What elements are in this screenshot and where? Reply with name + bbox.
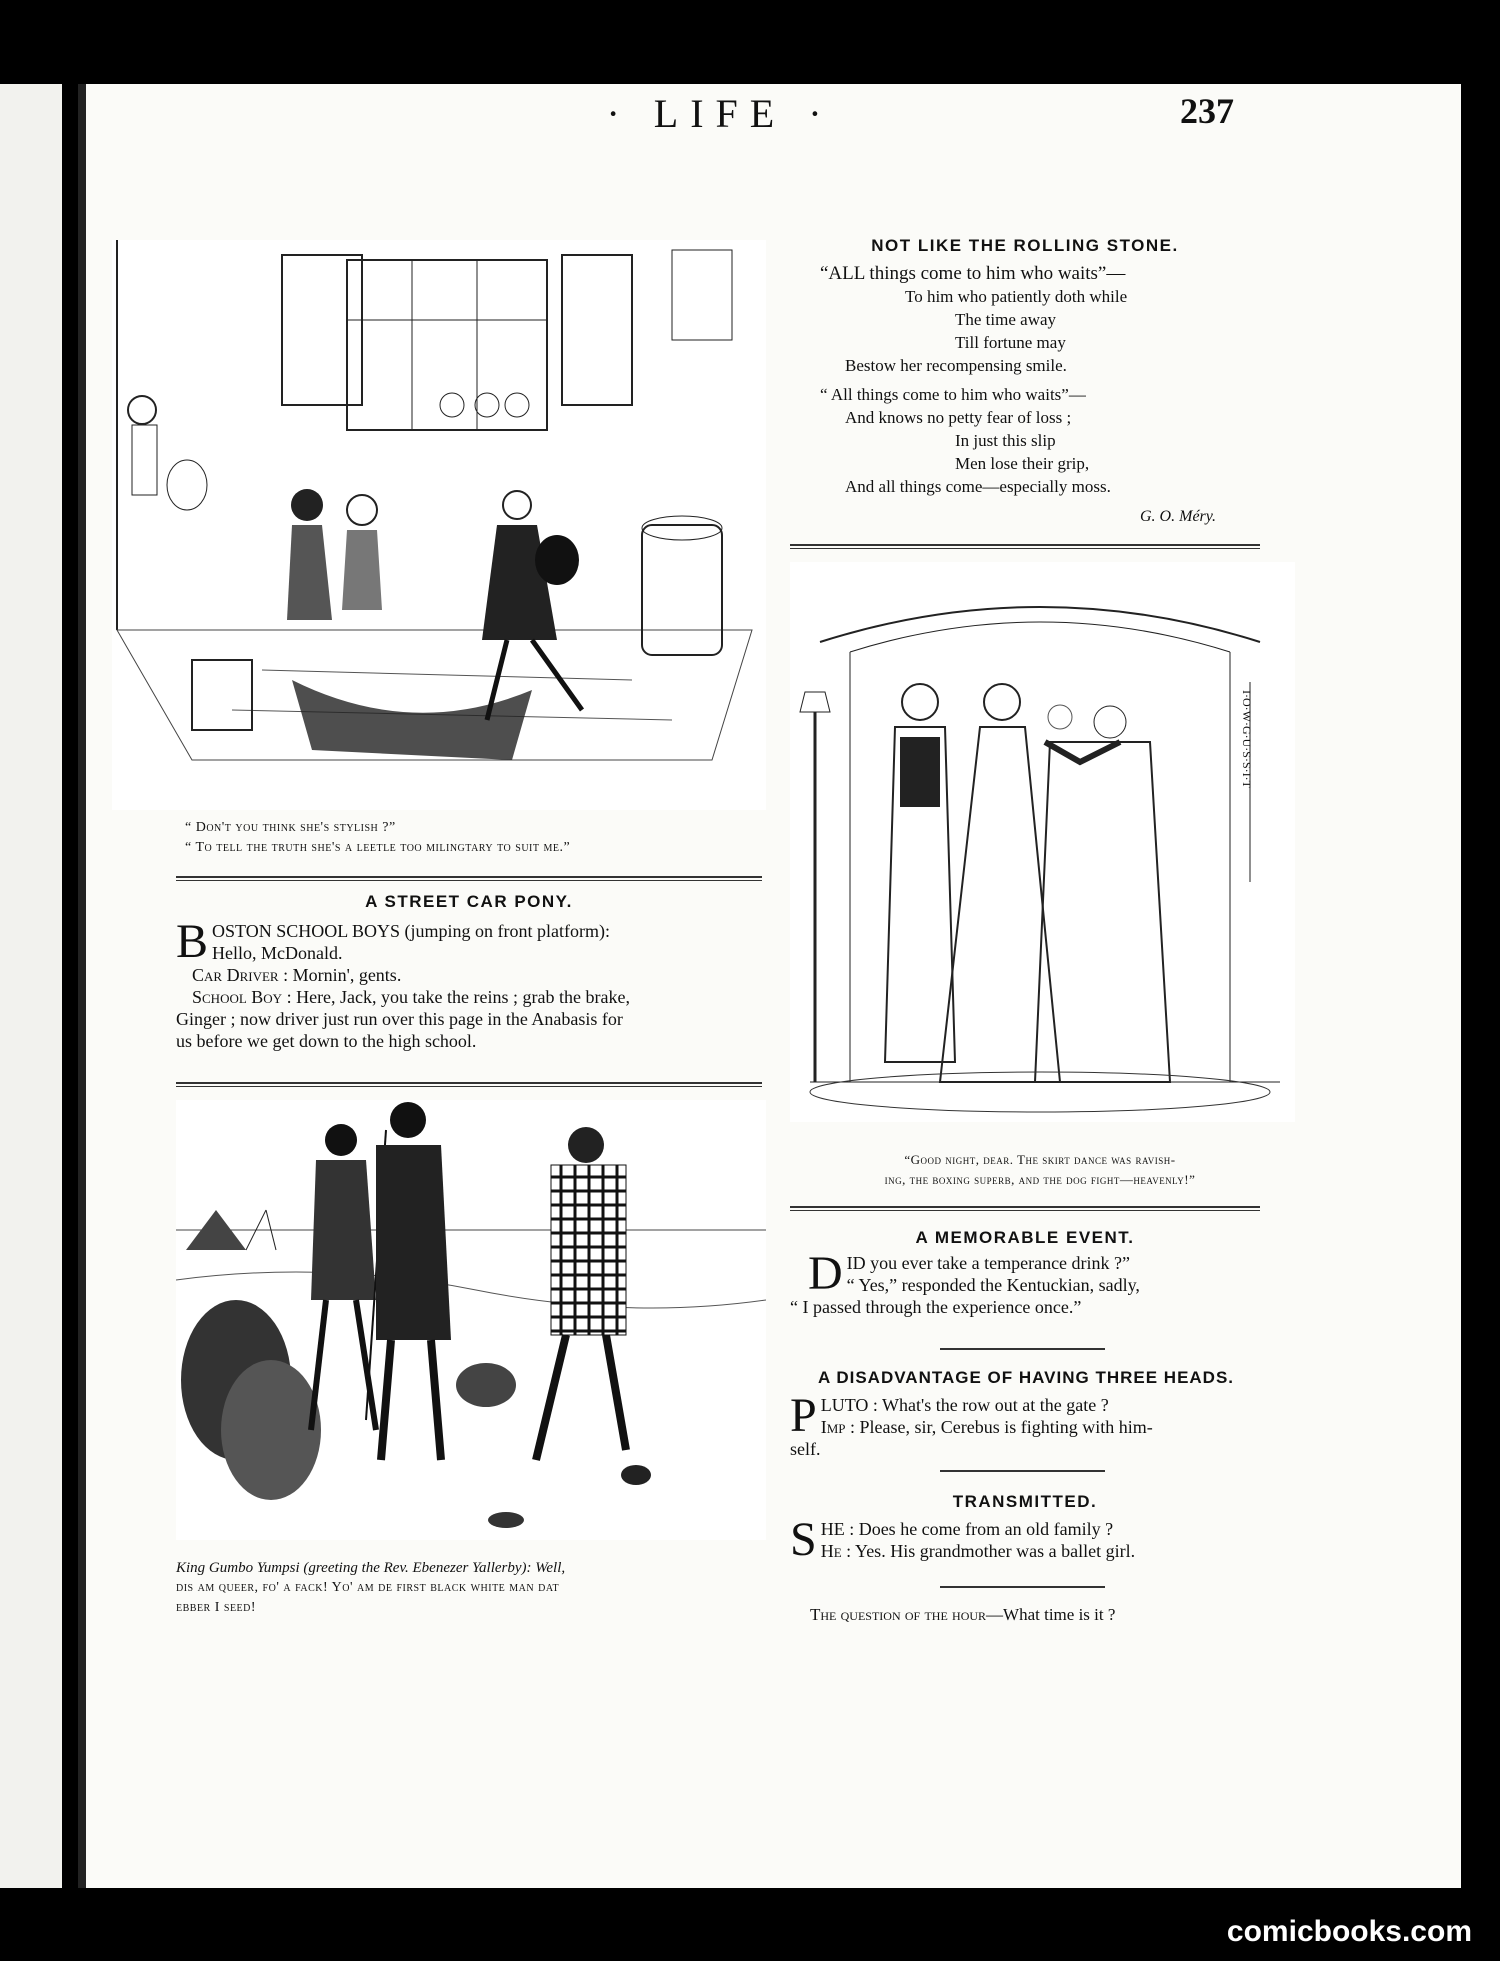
closing-label: The question of the hour [810, 1605, 987, 1624]
driver-line [176, 964, 766, 986]
king-gumbo-caption [176, 1558, 766, 1618]
boy-line [176, 986, 766, 1008]
masthead: · LIFE · [606, 91, 834, 136]
memorable-line-1: ID you ever take a temperance drink ?” [846, 1253, 1131, 1273]
site-watermark: comicbooks.com [1226, 1915, 1472, 1948]
street-car-line-5: Ginger ; now driver just run over this page in the Anabasis for [176, 1009, 623, 1029]
good-night-caption-1: “Good night, dear. The skirt dance was ravish- [904, 1152, 1176, 1167]
poem-line: “ALL things come to him who waits”— [820, 263, 1126, 284]
short-divider [940, 1586, 1105, 1588]
artist-signature: I·O·W·G·U·S·S·I·T [1240, 690, 1254, 788]
poem-body [820, 262, 1260, 498]
facing-page-edge [0, 84, 62, 1888]
street-car-pony-text [176, 915, 766, 1052]
poem-line: And knows no petty fear of loss ; [845, 408, 1072, 427]
short-divider [940, 1348, 1105, 1350]
street-car-line-6: us before we get down to the high school. [176, 1031, 477, 1051]
street-car-line-1: OSTON SCHOOL BOYS (jumping on front platform): [212, 921, 611, 941]
boy-text: Here, Jack, you take the reins ; grab the brake, [296, 987, 630, 1007]
section-divider [176, 876, 762, 881]
closing-line [810, 1604, 1280, 1626]
good-night-illustration [790, 562, 1295, 1122]
dropcap-s: S [790, 1513, 817, 1566]
transmitted-text [790, 1513, 1260, 1566]
poem-line: And all things come—especially moss. [845, 477, 1111, 496]
closing-text: —What time is it ? [986, 1605, 1116, 1624]
page-number: 237 [1180, 91, 1234, 131]
three-heads-line-1: LUTO : What's the row out at the gate ? [820, 1395, 1109, 1415]
dropcap-p: P [790, 1389, 817, 1442]
poem-title: NOT LIKE THE ROLLING STONE. [871, 236, 1179, 255]
poem-line: Till fortune may [955, 333, 1066, 352]
poem-line: In just this slip [955, 431, 1056, 450]
memorable-event-title: A MEMORABLE EVENT. [915, 1228, 1135, 1247]
section-divider [176, 1082, 762, 1087]
poem-line: “ All things come to him who waits”— [820, 385, 1086, 404]
imp-label: Imp : [820, 1417, 855, 1437]
cartoon-caption-2: “ To tell the truth she's a leetle too milingtary to suit me.” [185, 840, 571, 855]
short-divider [940, 1470, 1105, 1472]
street-scene-illustration [112, 240, 766, 810]
king-gumbo-caption-3: ebber I seed! [176, 1600, 257, 1615]
memorable-line-3: “ I passed through the experience once.” [790, 1297, 1082, 1317]
king-gumbo-caption-2: dis am queer, fo' a fack! Yo' am de first black white man dat [176, 1580, 560, 1595]
poem-line: To him who patiently doth while [905, 287, 1128, 306]
driver-label: Car Driver : [192, 965, 289, 985]
dropcap-b: B [176, 915, 209, 968]
poem-author: G. O. Méry. [1140, 508, 1216, 525]
driver-text: Mornin', gents. [292, 965, 402, 985]
boy-label: School Boy : [192, 987, 292, 1007]
imp-text: Please, sir, Cerebus is fighting with him- [859, 1417, 1153, 1437]
three-heads-text [790, 1389, 1260, 1460]
dropcap-d: D [808, 1247, 843, 1300]
street-car-pony-title: A STREET CAR PONY. [365, 892, 573, 911]
section-divider [790, 1206, 1260, 1211]
imp-line [790, 1416, 1260, 1438]
transmitted-line-1: HE : Does he come from an old family ? [820, 1519, 1114, 1539]
memorable-line-2: “ Yes,” responded the Kentuckian, sadly, [846, 1275, 1140, 1295]
cartoon-caption-1: “ Don't you think she's stylish ?” [185, 820, 396, 835]
king-gumbo-caption-1: King Gumbo Yumpsi (greeting the Rev. Ebenezer Yallerby): Well, [176, 1560, 566, 1576]
king-gumbo-illustration [176, 1100, 766, 1540]
street-car-line-2: Hello, McDonald. [212, 943, 343, 963]
poem-line: Men lose their grip, [955, 454, 1090, 473]
he-line [790, 1540, 1260, 1562]
he-label: He : [820, 1541, 852, 1561]
poem-line: The time away [955, 310, 1057, 329]
section-divider [790, 544, 1260, 549]
three-heads-title: A DISADVANTAGE OF HAVING THREE HEADS. [817, 1368, 1235, 1387]
good-night-caption-2: ing, the boxing superb, and the dog fight—heavenly!” [884, 1172, 1196, 1187]
he-text: Yes. His grandmother was a ballet girl. [855, 1541, 1136, 1561]
three-heads-line-3: self. [790, 1439, 821, 1459]
transmitted-title: TRANSMITTED. [952, 1492, 1098, 1511]
poem-line: Bestow her recompensing smile. [845, 356, 1067, 375]
memorable-event-text [790, 1247, 1260, 1318]
